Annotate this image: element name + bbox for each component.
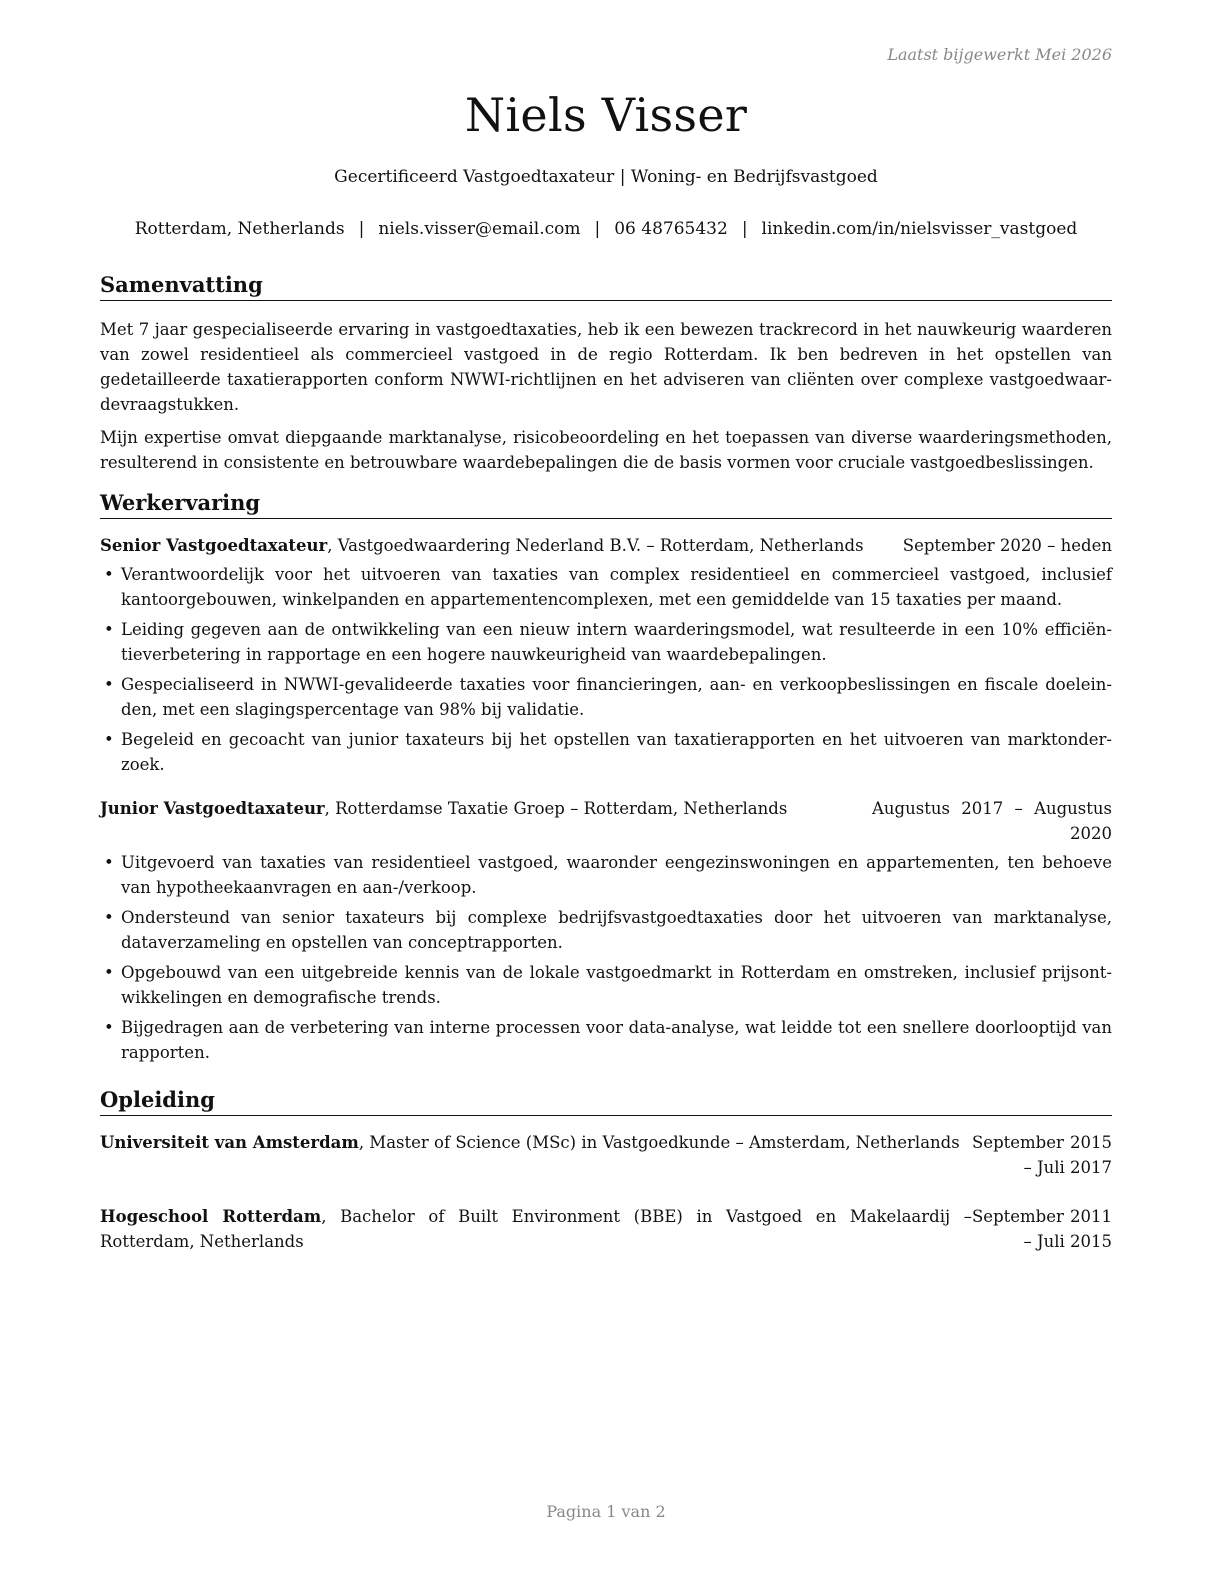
resume-page	[100, 0, 1112, 1584]
last-updated-note: Laatst bijgewerkt Mei 2026	[887, 45, 1112, 64]
summary-paragraph: Mijn expertise omvat diepgaande marktanalyse, risicobeoordeling en het toepassen van diverse waarderingsmethoden, resulterend in consistente en betrouwbare waardebepalingen die de basis vormen voor cruciale vastgoedbeslissingen.	[100, 428, 1112, 472]
list-item: • Opgebouwd van een uitgebreide kennis van de lokale vastgoedmarkt in Rotterdam en omstreken, inclusief prijsont-wikkelingen en demografische trends.	[100, 960, 1112, 1010]
candidate-name: Niels Visser	[464, 88, 748, 142]
bullet-icon: •	[104, 620, 114, 639]
job-period: September 2020 – heden	[902, 536, 1112, 555]
job-period: Augustus 2017 – Augustus 2020	[872, 799, 1112, 843]
contact-separator: |	[358, 219, 365, 239]
list-item: • Ondersteund van senior taxateurs bij complexe bedrijfsvastgoedtaxaties door het uitvoeren van marktanalyse, dataverzameling en opstellen van conceptrapporten.	[100, 905, 1112, 955]
job-bullets	[100, 850, 1112, 1065]
bullet-icon: •	[104, 565, 114, 584]
candidate-tagline: Gecertificeerd Vastgoedtaxateur | Woning- en Bedrijfsvastgoed	[334, 167, 878, 187]
job-company: , Vastgoedwaardering Nederland B.V. – Rotterdam, Netherlands	[327, 536, 864, 555]
bullet-icon: •	[104, 908, 114, 927]
summary-section	[100, 271, 1112, 475]
education-school: Hogeschool Rotterdam	[100, 1207, 322, 1226]
job-header	[100, 796, 1112, 846]
bullet-icon: •	[104, 675, 114, 694]
bullet-icon: •	[104, 963, 114, 982]
job-header	[100, 533, 1112, 558]
bullet-icon: •	[104, 853, 114, 872]
education-period: September 2011 – Juli 2015	[972, 1207, 1112, 1251]
section-title-experience: Werkervaring	[100, 489, 1112, 519]
list-item: • Bijgedragen aan de verbetering van interne processen voor data-analyse, wat leidde tot een snellere doorlooptijd van rapporten.	[100, 1015, 1112, 1065]
experience-section	[100, 489, 1112, 1070]
bullet-icon: •	[104, 1018, 114, 1037]
page-footer: Pagina 1 van 2	[546, 1502, 666, 1521]
contact-line	[100, 219, 1112, 239]
job-company: , Rotterdamse Taxatie Groep – Rotterdam, Netherlands	[324, 799, 788, 818]
education-entry	[100, 1204, 1112, 1254]
bullet-icon: •	[104, 730, 114, 749]
education-entry	[100, 1130, 1112, 1180]
education-detail: , Master of Science (MSc) in Vastgoedkunde – Amsterdam, Netherlands	[358, 1133, 960, 1152]
education-detail: , Bachelor of Built Environment (BBE) in Vastgoed en Makelaardij – Rotterdam, Netherlands	[100, 1207, 972, 1251]
contact-location: Rotterdam, Netherlands	[134, 219, 345, 239]
job-entry	[100, 533, 1112, 777]
list-item: • Leiding gegeven aan de ontwikkeling van een nieuw intern waarderingsmodel, wat resulteerde in een 10% efficiën-tieverbetering in rapportage en een hogere nauwkeurigheid van waardebepalingen.	[100, 617, 1112, 667]
contact-separator: |	[594, 219, 601, 239]
list-item: • Gespecialiseerd in NWWI-gevalideerde taxaties voor financieringen, aan- en verkoopbeslissingen en fiscale doelein-den, met een slagingspercentage van 98% bij validatie.	[100, 672, 1112, 722]
job-entry	[100, 796, 1112, 1065]
list-item: • Uitgevoerd van taxaties van residentieel vastgoed, waaronder eengezinswoningen en appartementen, ten behoeve van hypotheekaanvragen en aan-/verkoop.	[100, 850, 1112, 900]
list-item: • Begeleid en gecoacht van junior taxateurs bij het opstellen van taxatierapporten en het uitvoeren van marktonder-zoek.	[100, 727, 1112, 777]
list-item: • Verantwoordelijk voor het uitvoeren van taxaties van complex residentieel en commercieel vastgoed, inclusief kantoorgebouwen, winkelpanden en appartementencomplexen, met een gemiddelde van 15 taxaties per maand.	[100, 562, 1112, 612]
contact-email[interactable]: niels.visser@email.com	[378, 219, 581, 239]
contact-linkedin[interactable]: linkedin.com/in/nielsvisser_vastgoed	[761, 219, 1078, 239]
education-school: Universiteit van Amsterdam	[100, 1133, 359, 1152]
contact-phone[interactable]: 06 48765432	[614, 219, 728, 239]
section-title-education: Opleiding	[100, 1086, 1112, 1116]
job-role: Senior Vastgoedtaxateur	[100, 536, 328, 555]
section-title-summary: Samenvatting	[100, 271, 1112, 301]
education-period: September 2015 – Juli 2017	[972, 1133, 1112, 1177]
education-section	[100, 1086, 1112, 1254]
job-role: Junior Vastgoedtaxateur	[100, 799, 325, 818]
contact-separator: |	[741, 219, 748, 239]
summary-paragraph: Met 7 jaar gespecialiseerde ervaring in vastgoedtaxaties, heb ik een bewezen trackrecord in het nauwkeurig waarderen van zowel residentieel als commercieel vastgoed in de regio Rotterdam. Ik ben bedreven in het opstellen van gedetailleerde taxatierapporten conform NWWI-richtlijnen en het adviseren van cliënten over complexe vastgoedwaar-devraagstukken.	[100, 320, 1112, 414]
job-bullets	[100, 562, 1112, 777]
